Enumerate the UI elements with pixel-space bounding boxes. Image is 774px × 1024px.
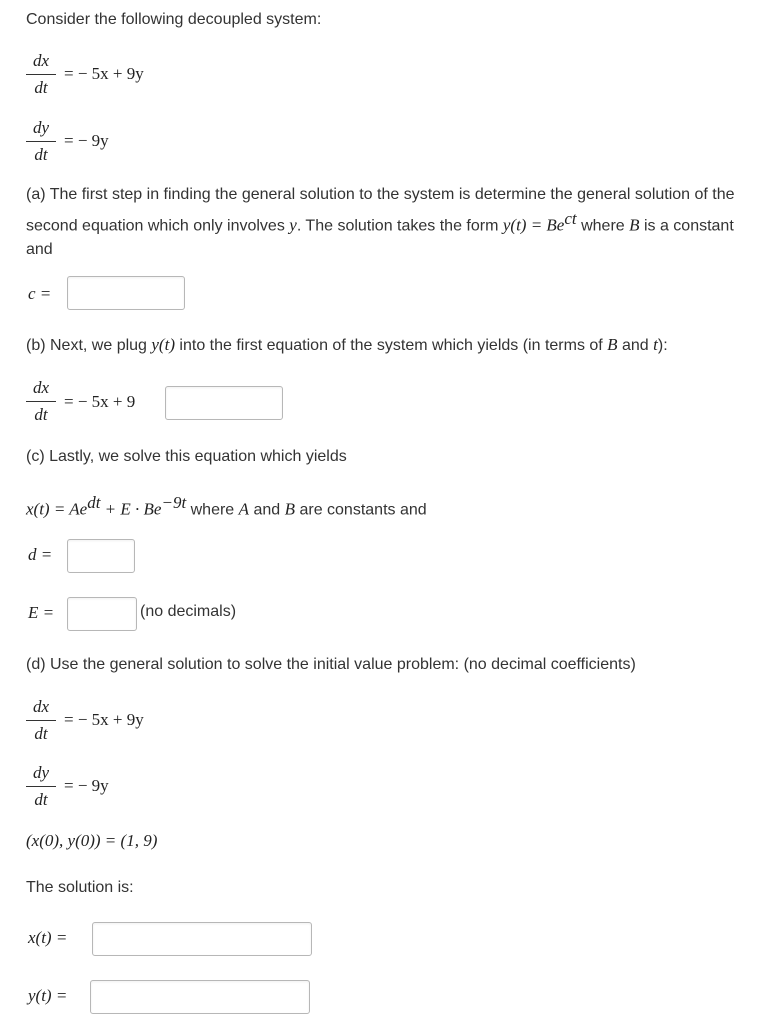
intro-text: Consider the following decoupled system: bbox=[26, 11, 322, 28]
part-d-dydt-fraction bbox=[26, 762, 56, 811]
part-d-eq1-rhs: = − 5x + 9y bbox=[64, 710, 144, 729]
part-b-input[interactable] bbox=[165, 386, 283, 420]
fraction-denominator: dt bbox=[34, 724, 48, 743]
x-label: x(t) = bbox=[28, 928, 68, 947]
fraction-numerator: dy bbox=[32, 118, 50, 137]
part-d-eq2-rhs: = − 9y bbox=[64, 776, 109, 795]
part-d-dxdt-fraction bbox=[26, 696, 56, 745]
part-c-text: (c) Lastly, we solve this equation which yields bbox=[26, 448, 347, 465]
c-input[interactable] bbox=[67, 276, 185, 310]
fraction-numerator: dx bbox=[32, 378, 50, 397]
initial-condition: (x(0), y(0)) = (1, 9) bbox=[26, 831, 158, 850]
part-b-text: (b) Next, we plug y(t) into the first equation of the system which yields (in terms of B and t): bbox=[26, 335, 668, 354]
fraction-denominator: dt bbox=[34, 145, 48, 164]
part-d-text: (d) Use the general solution to solve the initial value problem: (no decimal coefficients) bbox=[26, 656, 636, 673]
y-label: y(t) = bbox=[28, 986, 68, 1005]
fraction-numerator: dx bbox=[32, 697, 50, 716]
E-note: (no decimals) bbox=[140, 603, 237, 620]
E-label: E = bbox=[28, 603, 55, 622]
solution-label: The solution is: bbox=[26, 879, 134, 896]
fraction-denominator: dt bbox=[34, 405, 48, 424]
part-b-rhs: = − 5x + 9 bbox=[64, 392, 136, 411]
E-input[interactable] bbox=[67, 597, 137, 631]
system-dxdt-fraction bbox=[26, 50, 56, 99]
x-solution-input[interactable] bbox=[92, 922, 312, 956]
c-label: c = bbox=[28, 284, 52, 303]
part-b-dxdt-fraction bbox=[26, 377, 56, 426]
d-input[interactable] bbox=[67, 539, 135, 573]
system-eq1-rhs: = − 5x + 9y bbox=[64, 64, 144, 83]
part-a-text: (a) The first step in finding the general solution to the system is determine the general solution of the second equation which only involves y. The solution takes the form $y(t) = Be^{ct}$ where B is a constant and bbox=[26, 186, 735, 259]
d-label: d = bbox=[28, 545, 53, 564]
fraction-denominator: dt bbox=[34, 78, 48, 97]
system-dydt-fraction bbox=[26, 117, 56, 166]
fraction-numerator: dy bbox=[32, 763, 50, 782]
part-c-formula: $x(t) = Ae^{dt} + E \cdot Be^{-9t}$ where A and B are constants and bbox=[26, 493, 427, 519]
fraction-denominator: dt bbox=[34, 790, 48, 809]
fraction-numerator: dx bbox=[32, 51, 50, 70]
system-eq2-rhs: = − 9y bbox=[64, 131, 109, 150]
y-solution-input[interactable] bbox=[90, 980, 310, 1014]
